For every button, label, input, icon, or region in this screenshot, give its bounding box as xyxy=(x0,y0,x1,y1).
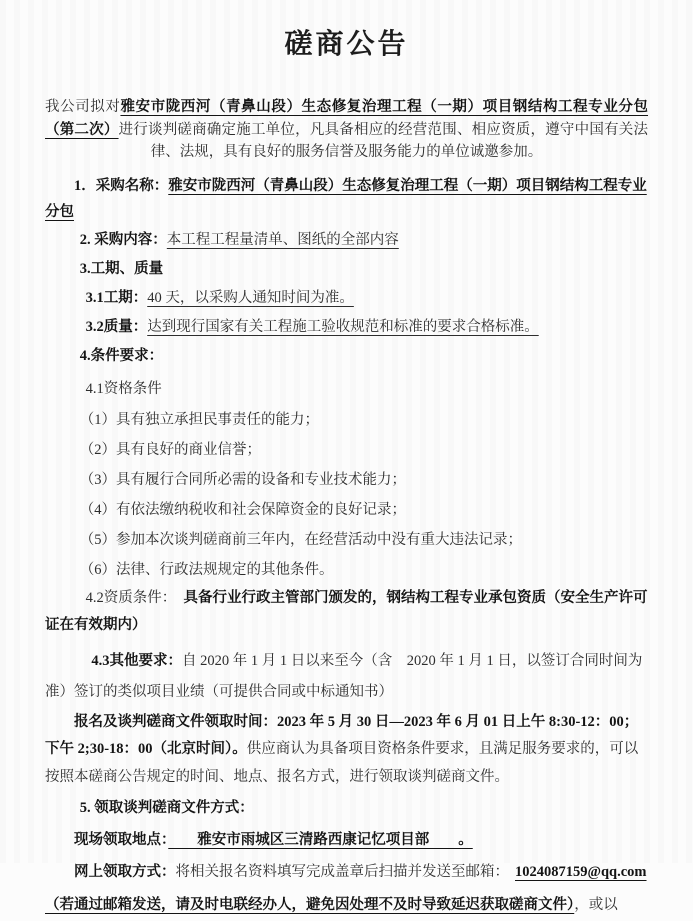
quality-row xyxy=(45,313,648,341)
intro-paragraph xyxy=(45,96,648,164)
registration-time-value: 2023 年 5 月 30 日—2023 年 6 月 01 日上午 8:30-12：00；下午 2;30-18：00（北京时间）。 xyxy=(45,713,639,757)
collection-heading xyxy=(45,794,648,822)
procurement-content-label: 2. 采购内容： xyxy=(79,231,167,248)
registration-paragraph xyxy=(45,709,648,792)
other-requirements-label: 4.3其他要求： xyxy=(91,652,183,669)
onsite-value: 雅安市雨城区三清路西康记忆项目部 。 xyxy=(168,832,473,848)
condition-item: （1）具有独立承担民事责任的能力； xyxy=(79,411,320,428)
procurement-name-label: 1．采购名称： xyxy=(74,177,169,194)
quality-value: 达到现行国家有关工程施工验收规范和标准的要求合格标准。 xyxy=(147,318,539,335)
online-desc: 将相关报名资料填写完成盖章后扫描并发送至邮箱： xyxy=(175,864,509,880)
condition-item: （2）具有良好的商业信誉； xyxy=(79,441,262,458)
requirements-heading xyxy=(45,342,648,370)
online-collection-paragraph xyxy=(45,856,648,921)
procurement-content-row xyxy=(45,226,648,254)
document-title: 磋商公告 xyxy=(284,28,409,59)
credential-value: 具备行业行政主管部门颁发的，钢结构工程专业承包资质（安全生产许可证在有效期内） xyxy=(45,589,648,633)
onsite-collection-row xyxy=(45,826,648,854)
qualification-conditions-list xyxy=(45,405,648,585)
email-address: 1024087159@qq.com xyxy=(515,864,647,880)
qualification-heading: 4.1资格条件 xyxy=(85,380,162,397)
duration-label: 3.1工期： xyxy=(85,289,148,306)
schedule-heading-text: 3.工期、质量 xyxy=(79,260,164,277)
onsite-label: 现场领取地点： xyxy=(74,832,169,848)
registration-note: 供应商认为具备项目资格条件要求，且满足服务要求的，可以按照本磋商公告规定的时间、地点、报名方式，进行领取谈判磋商文件。 xyxy=(45,741,639,785)
intro-project-name: 雅安市陇西河（青鼻山段）生态修复治理工程（一期）项目钢结构工程专业分包（第二次） xyxy=(45,99,649,138)
condition-item: （5）参加本次谈判磋商前三年内，在经营活动中没有重大违法记录； xyxy=(79,531,523,548)
intro-rest: 进行谈判磋商确定施工单位，凡具备相应的经营范围、相应资质，遵守中国有关法律、法规，具有良好的服务信誉及服务能力的单位诚邀参加。 xyxy=(118,121,648,160)
condition-item: （3）具有履行合同所必需的设备和专业技术能力； xyxy=(79,471,407,488)
condition-item: （6）法律、行政法规规定的其他条件。 xyxy=(79,561,334,578)
registration-time-label: 报名及谈判磋商文件领取时间： xyxy=(74,713,277,730)
duration-row xyxy=(45,284,648,312)
duration-value: 40 天，以采购人通知时间为准。 xyxy=(147,289,354,306)
credential-label: 4.2资质条件： xyxy=(85,589,169,606)
collection-heading-text: 5. 领取谈判磋商文件方式： xyxy=(79,800,254,816)
procurement-name-row xyxy=(45,173,648,225)
other-requirements-row xyxy=(45,646,648,708)
online-label: 网上领取方式： xyxy=(74,864,176,880)
intro-lead: 我公司拟对 xyxy=(45,99,121,115)
condition-item: （4）有依法缴纳税收和社会保障资金的良好记录； xyxy=(79,501,407,518)
procurement-name-value: 雅安市陇西河（青鼻山段）生态修复治理工程（一期）项目钢结构工程专业分包 xyxy=(45,177,647,220)
online-tail: ，或以 xyxy=(574,896,618,913)
requirements-heading-text: 4.条件要求： xyxy=(79,347,164,364)
schedule-heading xyxy=(45,255,648,283)
credential-row xyxy=(45,585,648,639)
quality-label: 3.2质量： xyxy=(85,318,148,335)
procurement-content-value: 本工程工程量清单、图纸的全部内容 xyxy=(166,231,399,248)
other-requirements-value: 自 2020 年 1 月 1 日以来至今（含 2020 年 1 月 1 日，以签订合同时间为准）签订的类似项目业绩（可提供合同或中标通知书） xyxy=(45,652,643,700)
online-note: （若通过邮箱发送，请及时电联经办人，避免因处理不及时导致延迟获取磋商文件） xyxy=(45,896,575,913)
